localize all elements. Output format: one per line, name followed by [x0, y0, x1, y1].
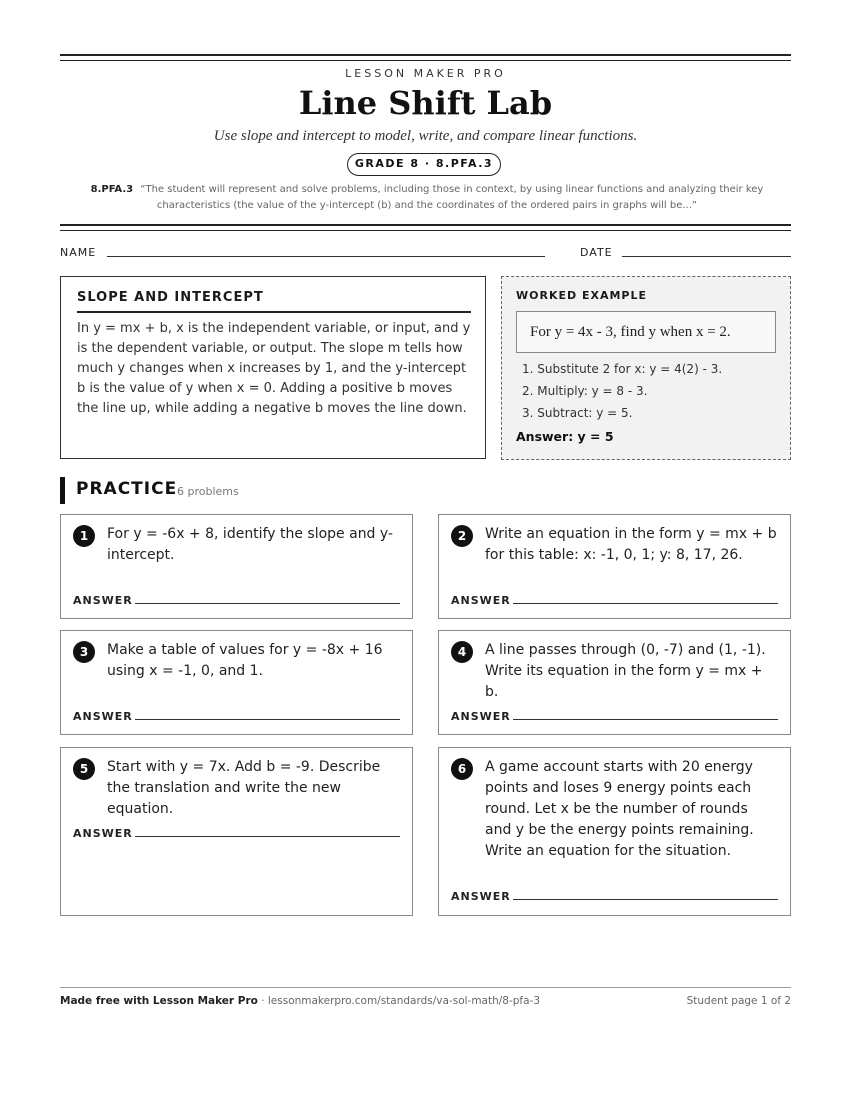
answer-label: ANSWER	[451, 890, 511, 903]
answer-label: ANSWER	[73, 827, 133, 840]
problem-number: 6	[451, 758, 473, 780]
problem-card-2	[438, 514, 791, 619]
answer-field[interactable]	[513, 899, 778, 900]
brand-name: LESSON MAKER PRO	[345, 67, 506, 80]
worked-example-heading: WORKED EXAMPLE	[516, 289, 647, 302]
problem-text: Make a table of values for y = -8x + 16 using x = -1, 0, and 1.	[107, 642, 383, 679]
header-top-rule	[60, 54, 791, 61]
problem-card-6	[438, 747, 791, 916]
worked-example-step: 2. Multiply: y = 8 - 3.	[522, 384, 648, 398]
answer-label: ANSWER	[73, 594, 133, 607]
worked-example-box	[501, 276, 791, 460]
footer-rule	[60, 987, 791, 988]
worked-example-prompt: For y = 4x - 3, find y when x = 2.	[516, 311, 776, 353]
name-field[interactable]	[107, 256, 545, 257]
worked-example-steps	[522, 358, 722, 424]
answer-label: ANSWER	[451, 710, 511, 723]
problem-text: For y = -6x + 8, identify the slope and y-intercept.	[107, 526, 393, 563]
problem-text: A game account starts with 20 energy points and loses 9 energy points each round. Let x be the number of rounds and y be the energy points remaining. Write an equation for the situation.	[485, 759, 754, 859]
footer-page-number: Student page 1 of 2	[686, 995, 791, 1007]
slope-intercept-heading: SLOPE AND INTERCEPT	[77, 290, 471, 313]
worked-example-answer: Answer: y = 5	[516, 429, 614, 444]
problem-text: A line passes through (0, -7) and (1, -1). Write its equation in the form y = mx + b.	[485, 642, 766, 700]
worked-example-step: 1. Substitute 2 for x: y = 4(2) - 3.	[522, 362, 723, 376]
problem-card-5	[60, 747, 413, 916]
practice-title: PRACTICE	[76, 479, 178, 499]
footer-made-with: Made free with Lesson Maker Pro	[60, 995, 258, 1007]
problem-text: Write an equation in the form y = mx + b for this table: x: -1, 0, 1; y: 8, 17, 26.	[485, 526, 777, 563]
problem-card-1	[60, 514, 413, 619]
standard-text: “The student will represent and solve problems, including those in context, by using linear functions and analyzing their key characteristics (the value of the y-intercept (b) and the coordinates of the ordered pairs in graphs will be...”	[140, 184, 764, 211]
header-bottom-rule	[60, 224, 791, 231]
grade-badge: GRADE 8 · 8.PFA.3	[347, 153, 501, 176]
page-subtitle: Use slope and intercept to model, write, and compare linear functions.	[213, 128, 638, 144]
problem-number: 2	[451, 525, 473, 547]
answer-field[interactable]	[513, 719, 778, 720]
footer-credit	[60, 995, 540, 1007]
problem-number: 4	[451, 641, 473, 663]
standard-statement	[88, 182, 766, 214]
practice-count: 6 problems	[177, 485, 239, 498]
answer-label: ANSWER	[451, 594, 511, 607]
answer-field[interactable]	[135, 836, 400, 837]
problem-card-4	[438, 630, 791, 735]
answer-field[interactable]	[135, 719, 400, 720]
problem-number: 5	[73, 758, 95, 780]
answer-label: ANSWER	[73, 710, 133, 723]
problem-number: 1	[73, 525, 95, 547]
problem-card-3	[60, 630, 413, 735]
standard-code: 8.PFA.3	[90, 184, 134, 195]
practice-accent-bar	[60, 477, 65, 504]
worked-example-step: 3. Subtract: y = 5.	[522, 406, 633, 420]
slope-intercept-text: In y = mx + b, x is the independent variable, or input, and y is the dependent variable, or output. The slope m tells how much y changes when x increases by 1, and the y-intercept b is the value of y when x = 0. Adding a positive b moves the line up, while adding a negative b moves the line down.	[77, 321, 471, 416]
name-label: NAME	[60, 246, 97, 259]
date-label: DATE	[580, 246, 613, 259]
footer-url[interactable]: · lessonmakerpro.com/standards/va-sol-math/8-pfa-3	[257, 995, 541, 1007]
problem-text: Start with y = 7x. Add b = -9. Describe the translation and write the new equation.	[107, 759, 381, 817]
slope-intercept-box	[60, 276, 486, 459]
date-field[interactable]	[622, 256, 791, 257]
answer-field[interactable]	[513, 603, 778, 604]
page-title: Line Shift Lab	[298, 84, 553, 122]
problem-number: 3	[73, 641, 95, 663]
answer-field[interactable]	[135, 603, 400, 604]
